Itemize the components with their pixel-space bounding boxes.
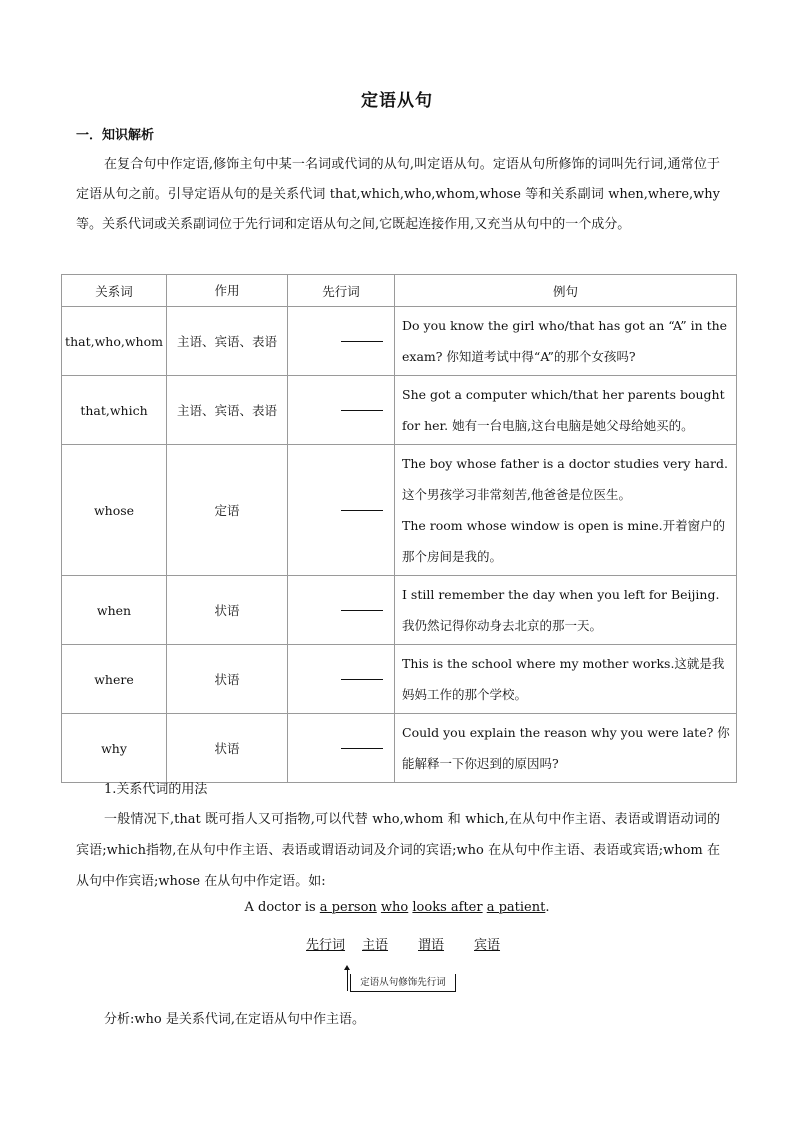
cell-example — [395, 376, 737, 445]
example-sentence: This is the school where my mother works.这就是我妈妈工作的那个学校。 — [402, 656, 725, 702]
blank-line — [341, 510, 383, 511]
cell-relative-word: whose — [62, 445, 167, 576]
intro-paragraph: 在复合句中作定语,修饰主句中某一名词或代词的从句,叫定语从句。定语从句所修饰的词叫先行词,通常位于定语从句之前。引导定语从句的是关系代词 that,which,who,whom,whose 等和关系副词 when,where,why 等。关系代词或关系副词位于先行词和定语从句之间,它既起连接作用,又充当从句中的一个成分。 — [76, 157, 720, 232]
example-sentence-analysis — [0, 900, 794, 915]
role-antecedent: 先行词 — [306, 938, 346, 953]
table-row — [62, 376, 737, 445]
role-predicate: 谓语 — [418, 938, 445, 953]
example-sentence: The boy whose father is a doctor studies very hard.这个男孩学习非常刻苦,他爸爸是位医生。 — [402, 456, 728, 502]
sentence-roles — [306, 934, 500, 953]
example-sentence: Do you know the girl who/that has got an “A” in the exam? 你知道考试中得“A”的那个女孩吗? — [402, 318, 728, 364]
header-antecedent: 先行词 — [288, 275, 395, 307]
cell-antecedent-blank — [288, 645, 395, 714]
cell-relative-word: where — [62, 645, 167, 714]
header-example: 例句 — [395, 275, 737, 307]
cell-relative-word: that,who,whom — [62, 307, 167, 376]
blank-line — [341, 410, 383, 411]
example-sentence: The room whose window is open is mine.开着窗户的那个房间是我的。 — [402, 518, 726, 564]
cell-antecedent-blank — [288, 307, 395, 376]
header-relative-word: 关系词 — [62, 275, 167, 307]
cell-example — [395, 445, 737, 576]
blank-line — [341, 679, 383, 680]
cell-antecedent-blank — [288, 445, 395, 576]
table-row — [62, 307, 737, 376]
example-predicate: looks after — [412, 900, 483, 915]
table-row — [62, 576, 737, 645]
cell-example — [395, 576, 737, 645]
page-title: 定语从句 — [361, 91, 433, 111]
cell-relative-word: why — [62, 714, 167, 783]
cell-antecedent-blank — [288, 714, 395, 783]
cell-function: 主语、宾语、表语 — [167, 376, 288, 445]
example-sentence: She got a computer which/that her parents bought for her. 她有一台电脑,这台电脑是她父母给她买的。 — [402, 387, 725, 433]
table-row — [62, 645, 737, 714]
cell-relative-word: when — [62, 576, 167, 645]
section-heading-knowledge: 一．知识解析 — [76, 128, 155, 143]
example-end: . — [545, 900, 550, 915]
caption-box: 定语从句修饰先行词 — [350, 974, 456, 992]
cell-antecedent-blank — [288, 376, 395, 445]
example-object: a patient — [486, 900, 546, 915]
cell-function: 定语 — [167, 445, 288, 576]
example-antecedent: a person — [319, 900, 377, 915]
cell-relative-word: that,which — [62, 376, 167, 445]
cell-example — [395, 714, 737, 783]
analysis-text: 分析:who 是关系代词,在定语从句中作主语。 — [104, 1012, 365, 1027]
cell-function: 状语 — [167, 645, 288, 714]
cell-function: 状语 — [167, 714, 288, 783]
header-function: 作用 — [167, 275, 288, 307]
blank-line — [341, 610, 383, 611]
role-subject: 主语 — [362, 938, 389, 953]
cell-example — [395, 645, 737, 714]
role-object: 宾语 — [474, 938, 501, 953]
blank-line — [341, 748, 383, 749]
cell-function: 主语、宾语、表语 — [167, 307, 288, 376]
cell-example — [395, 307, 737, 376]
sub-heading-relative-pronouns: 1.关系代词的用法 — [104, 782, 208, 797]
example-sentence: Could you explain the reason why you were late? 你能解释一下你迟到的原因吗? — [402, 725, 730, 771]
blank-line — [341, 341, 383, 342]
arrow-line — [347, 969, 348, 991]
table-row — [62, 445, 737, 576]
relative-word-table — [61, 274, 737, 783]
table-header-row — [62, 275, 737, 307]
table-row — [62, 714, 737, 783]
cell-antecedent-blank — [288, 576, 395, 645]
example-sentence: I still remember the day when you left for Beijing. 我仍然记得你动身去北京的那一天。 — [402, 587, 720, 633]
example-prefix: A doctor is — [244, 900, 320, 915]
example-subject: who — [380, 900, 409, 915]
cell-function: 状语 — [167, 576, 288, 645]
usage-paragraph: 一般情况下,that 既可指人又可指物,可以代替 who,whom 和 which,在从句中作主语、表语或谓语动词的宾语;which指物,在从句中作主语、表语或谓语动词及介词的宾语;who 在从句中作主语、表语或宾语;whom 在从句中作宾语;whose 在从句中作定语。如: — [76, 812, 721, 889]
